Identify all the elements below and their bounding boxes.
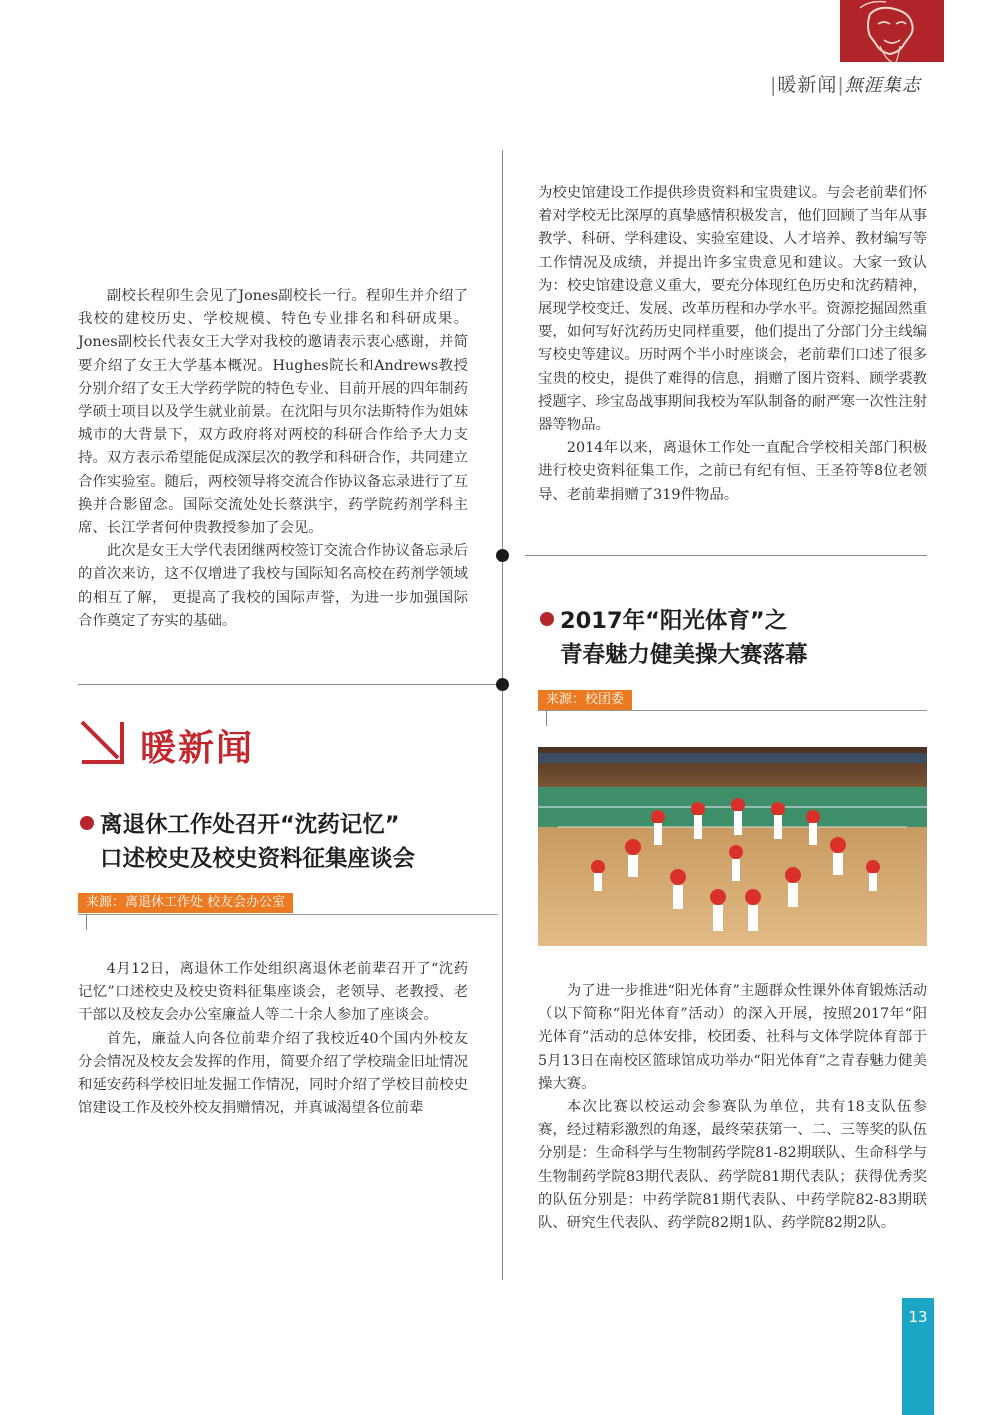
bullet-dot-icon [540, 612, 554, 626]
paragraph: 副校长程卯生会见了Jones副校长一行。程卯生并介绍了我校的建校历史、学校规模、特色专业排名和科研成果。Jones副校长代表女王大学对我校的邀请表示衷心感谢，并简要介绍了女王大学基本概况。Hughes院长和Andrews教授分别介绍了女王大学药学院的特色专业、目前开展的四年制药学硕士项目以及学生就业前景。在沈阳与贝尔法斯特作为姐妹城市的大背景下，双方政府将对两校的科研合作给予大力支持。双方表示希望能促成深层次的教学和科研合作，共同建立合作实验室。随后，两校领导将交流合作协议备忘录进行了互换并合影留念。国际交流处处长蔡洪宇，药学院药剂学科主席、长江学者何仲贵教授参加了会见。 [78, 288, 468, 537]
article-title-line: 口述校史及校史资料征集座谈会 [100, 846, 416, 872]
paragraph: 为了进一步推进“阳光体育”主题群众性课外体育锻炼活动（以下简称“阳光体育”活动）的深入开展，按照2017年“阳光体育”活动的总体安排，校团委、社科与文体学院体育部于5月13日在南校区篮球馆成功举办“阳光体育”之青春魅力健美操大赛。 [538, 983, 927, 1092]
page-number-tab [902, 1298, 934, 1415]
cheerleading-team-image [538, 747, 927, 946]
column-divider [502, 150, 503, 1280]
paragraph: 此次是女王大学代表团继两校签订交流合作协议备忘录后的首次来访，这不仅增进了我校与国际知名高校在药剂学领域的相互了解， 更提高了我校的国际声誉，为进一步加强国际合作奠定了夯实的基础。 [78, 543, 468, 629]
bullet-dot-icon [80, 816, 94, 830]
source-tick [546, 710, 547, 726]
magazine-logo [840, 0, 944, 62]
paragraph: 首先，廉益人向各位前辈介绍了我校近40个国内外校友分会情况及校友会发挥的作用，简要介绍了学校瑞金旧址情况和延安药科学校旧址发掘工作情况，同时介绍了学校目前校史馆建设工作及校外校友捐赠情况，并真诚渴望各位前辈 [78, 1030, 468, 1117]
scholar-portrait-icon [840, 0, 944, 62]
header-brand: 無涯集志 [844, 75, 921, 96]
right-top-text [538, 182, 927, 507]
aerobics-competition-photo [538, 747, 927, 946]
paragraph: 2014年以来，离退休工作处一直配合学校相关部门积极进行校史资料征集工作，之前已有纪有恒、王圣符等8位老领导、老前辈捐赠了319件物品。 [538, 440, 927, 503]
left-top-text [78, 285, 468, 633]
arrow-down-right-icon [78, 718, 128, 768]
divider-dot [496, 678, 509, 691]
divider-dot [496, 549, 509, 562]
source-tick [86, 914, 87, 930]
page-number: 13 [908, 1308, 928, 1326]
source-rule [78, 914, 498, 915]
paragraph: 本次比赛以校运动会参赛队为单位，共有18支队伍参赛，经过精彩激烈的角逐，最终荣获第一、二、三等奖的队伍分别是：生命科学与生物制药学院81-82期联队、生命科学与生物制药学院83期代表队、药学院81期代表队；获得优秀奖的队伍分别是：中药学院81期代表队、中药学院82-83期联队、研究生代表队、药学院82期1队、药学院82期2队。 [538, 1099, 927, 1232]
article-title [540, 604, 808, 672]
article-title-line: 2017年“阳光体育”之 [560, 608, 788, 634]
source-label: 来源：离退休工作处 校友会办公室 [78, 893, 293, 913]
header-section: 暖新闻 [777, 74, 838, 96]
source-rule [538, 710, 927, 711]
left-column-rule [78, 684, 498, 685]
paragraph: 为校史馆建设工作提供珍贵资料和宝贵建议。与会老前辈们怀着对学校无比深厚的真挚感情积极发言，他们回顾了当年从事教学、科研、学科建设、实验室建设、人才培养、教材编写等工作情况及成绩，并提出许多宝贵意见和建议。大家一致认为：校史馆建设意义重大，要充分体现红色历史和沈药精神，展现学校变迁、发展、改革历程和办学水平。资源挖掘固然重要，如何写好沈药历史同样重要，他们提出了分部门分主线编写校史等建议。历时两个半小时座谈会，老前辈们口述了很多宝贵的校史，提供了难得的信息，捐赠了图片资料、顾学裘教授题字、珍宝岛战事期间我校为军队制备的耐严寒一次性注射器等物品。 [538, 185, 927, 434]
right-article-text [538, 980, 927, 1235]
paragraph: 4月12日，离退休工作处组织离退休老前辈召开了“沈药记忆”口述校史及校史资料征集座谈会，老领导、老教授、老干部以及校友会办公室廉益人等二十余人参加了座谈会。 [78, 961, 468, 1024]
left-article-text [78, 958, 468, 1120]
article-title [80, 808, 415, 876]
source-label: 来源：校团委 [538, 690, 632, 710]
right-column-rule [525, 555, 927, 556]
section-title: 暖新闻 [140, 728, 255, 769]
article-title-line: 青春魅力健美操大赛落幕 [560, 642, 808, 668]
running-header: |暖新闻|無涯集志 [770, 74, 921, 96]
article-title-line: 离退休工作处召开“沈药记忆” [100, 812, 400, 838]
